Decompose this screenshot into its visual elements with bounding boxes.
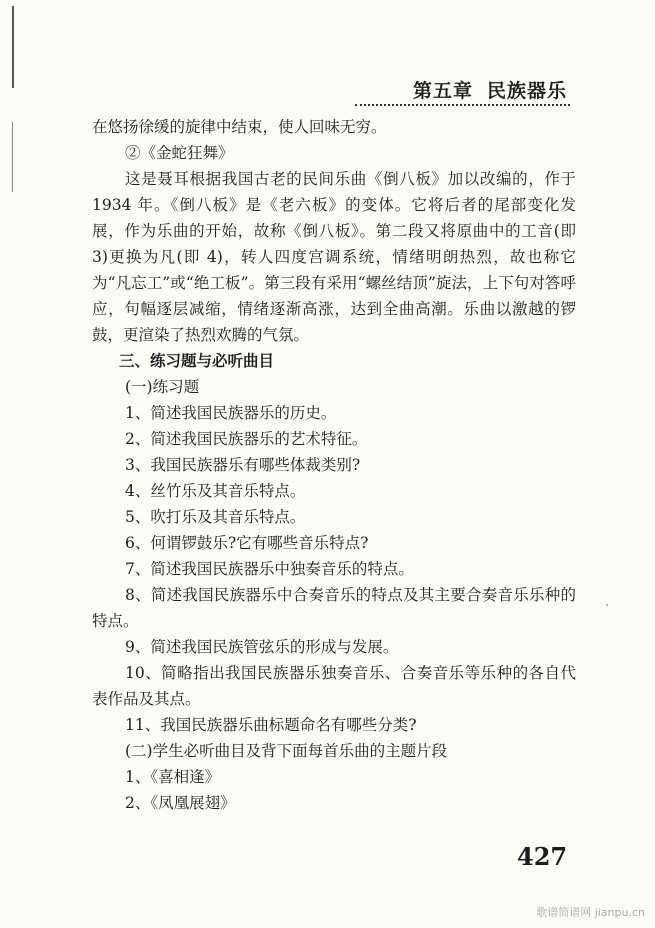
- list-item: 11、我国民族器乐曲标题命名有哪些分类?: [125, 716, 417, 734]
- header-divider: [355, 104, 570, 106]
- watermark: 歌谱简谱网 jianpu.cn: [536, 906, 645, 919]
- scan-edge-mark: [12, 122, 13, 192]
- scan-edge-mark: [12, 6, 14, 88]
- exercise-list: [92, 374, 576, 738]
- subsection-heading: (二)学生必听曲目及背下面每首乐曲的主题片段: [125, 742, 448, 760]
- piece-title: ②《金蛇狂舞》: [125, 144, 234, 162]
- list-item: 9、简述我国民族管弦乐的形成与发展。: [125, 638, 399, 656]
- list-item: 3、我国民族器乐有哪些体裁类别?: [125, 456, 361, 474]
- list-item: 2、《凤凰展翅》: [125, 794, 236, 812]
- page-body: [92, 114, 576, 816]
- list-item: 2、简述我国民族器乐的艺术特征。: [125, 430, 368, 448]
- listening-list: [92, 738, 576, 816]
- list-item: 1、《喜相逢》: [125, 768, 221, 786]
- subsection-heading: (一)练习题: [125, 378, 200, 396]
- list-item: 5、吹打乐及其音乐特点。: [125, 508, 306, 526]
- scan-speck: [606, 604, 608, 606]
- chapter-header: [413, 76, 567, 103]
- paragraph: 这是聂耳根据我国古老的民间乐曲《倒八板》加以改编的，作于 1934 年。《倒八板》是《老六板》的变体。它将后者的尾部变化发展，作为乐曲的开始，故称《倒八板》。第二段又将原曲中的工音(即 3)更换为凡(即 4)，转人四度宫调系统，情绪明朗热烈，故也称它为“凡忘工”或“绝工板”。第三段有采用“螺丝结顶”旋法，上下句对答呼应，句幅逐层减缩，情绪逐渐高涨，达到全曲高潮。乐曲以激越的锣鼓，更渲染了热烈欢腾的气氛。: [92, 170, 576, 344]
- chapter-title: 民族器乐: [486, 80, 567, 102]
- list-item: 1、简述我国民族器乐的历史。: [125, 404, 337, 422]
- list-item: 10、简略指出我国民族器乐独奏音乐、合奏音乐等乐种的各自代表作品及其点。: [92, 664, 576, 708]
- page-number: 427: [517, 842, 568, 871]
- paragraph: 在悠扬徐缓的旋律中结束，使人回味无穷。: [92, 118, 387, 136]
- section-heading: 三、练习题与必听曲目: [119, 351, 275, 370]
- list-item: 6、何谓锣鼓乐?它有哪些音乐特点?: [125, 534, 369, 552]
- chapter-number: 第五章: [412, 80, 473, 102]
- list-item: 7、简述我国民族器乐中独奏音乐的特点。: [125, 560, 414, 578]
- list-item: 8、简述我国民族器乐中合奏音乐的特点及其主要合奏音乐乐种的特点。: [92, 586, 576, 630]
- list-item: 4、丝竹乐及其音乐特点。: [125, 482, 306, 500]
